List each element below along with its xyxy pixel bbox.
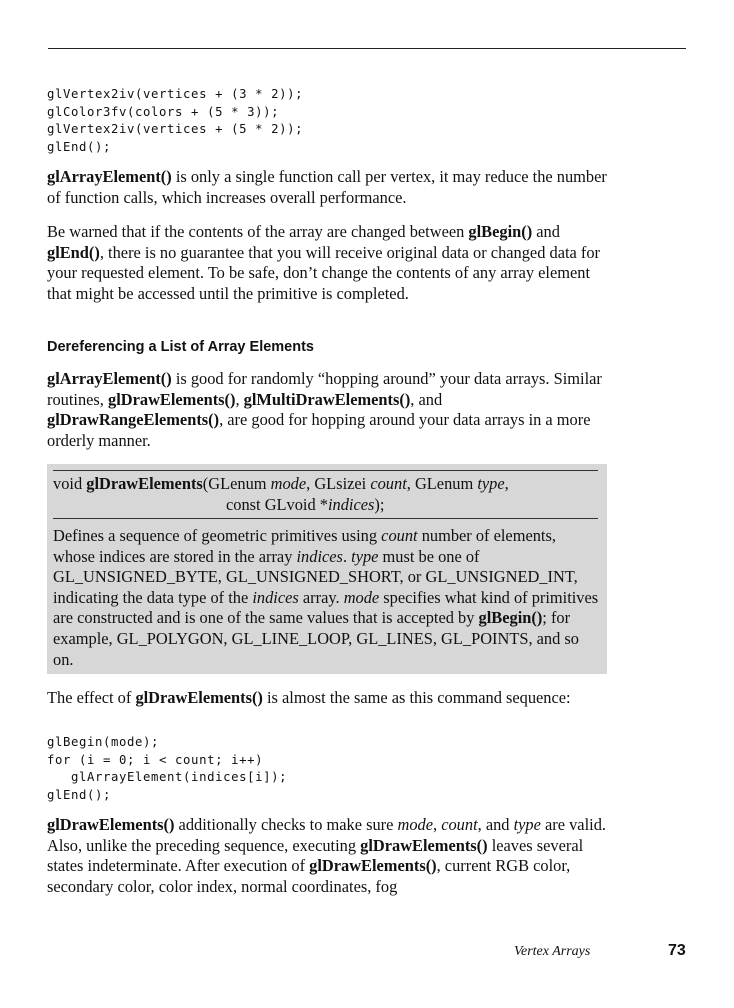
paragraph-array-element xyxy=(47,167,607,208)
prototype-text: void xyxy=(53,474,87,493)
function-description xyxy=(53,526,601,670)
parameter-name: count xyxy=(441,815,478,834)
description-text: specifies what kind of primitives are constructed and is one of the same values that is accepted by xyxy=(53,587,599,628)
paragraph-warning xyxy=(47,222,607,304)
paragraph-effect xyxy=(47,688,607,709)
parameter-name: indices xyxy=(296,546,343,566)
function-name: glDrawElements() xyxy=(360,835,488,855)
paragraph-text: Be warned that if the contents of the array are changed between xyxy=(47,222,469,241)
parameter-name: mode xyxy=(397,815,433,834)
function-name: glDrawElements() xyxy=(47,815,175,834)
box-top-rule xyxy=(53,470,598,471)
paragraph-dereferencing xyxy=(47,369,607,451)
description-text: ; for example, GL_POLYGON, GL_LINE_LOOP, GL_LINES, GL_POINTS, and so on. xyxy=(53,608,579,669)
function-prototype-line-2 xyxy=(226,495,384,516)
code-listing-1 xyxy=(47,86,607,156)
description-text: Defines a sequence of geometric primitives using xyxy=(53,526,382,545)
prototype-text: const GLvoid * xyxy=(226,495,328,514)
page-number: 73 xyxy=(668,942,686,959)
box-divider-rule xyxy=(53,518,598,519)
prototype-text: (GLenum xyxy=(202,474,271,493)
paragraph-text: , there is no guarantee that you will receive original data or changed data for your requested element. To be safe, don’t change the contents of any array element that might be accessed until the primitive is completed. xyxy=(47,242,601,303)
paragraph-text: , are good for hopping around your data arrays in a more orderly manner. xyxy=(47,410,591,450)
parameter-name: mode xyxy=(270,474,307,493)
description-text: array. xyxy=(298,587,344,607)
function-prototype-line-1 xyxy=(53,474,509,495)
paragraph-text: , xyxy=(433,815,442,834)
paragraph-text: , xyxy=(235,389,244,409)
prototype-text: ); xyxy=(374,495,385,514)
paragraph-text: and xyxy=(532,222,560,241)
paragraph-validation xyxy=(47,815,607,897)
code-line: glEnd(); xyxy=(47,139,112,154)
code-line: glArrayElement(indices[i]); xyxy=(47,770,288,785)
parameter-name: mode xyxy=(343,587,380,607)
paragraph-text: is almost the same as this command sequence: xyxy=(262,688,571,707)
function-name: glMultiDrawElements() xyxy=(243,389,411,409)
paragraph-text: additionally checks to make sure xyxy=(174,815,398,834)
function-name: glBegin() xyxy=(468,222,533,241)
function-name: glDrawElements() xyxy=(309,856,437,876)
parameter-name: count xyxy=(370,474,407,493)
description-text: number of elements, whose indices are stored in the array xyxy=(53,526,556,566)
parameter-name: count xyxy=(381,526,418,545)
function-reference-box xyxy=(47,464,607,674)
paragraph-text: are valid. Also, unlike the preceding sequence, executing xyxy=(47,815,606,855)
code-line: glEnd(); xyxy=(47,787,112,802)
function-name: glBegin() xyxy=(478,608,543,628)
paragraph-text: , and xyxy=(477,815,514,834)
parameter-name: type xyxy=(513,815,541,834)
paragraph-text: The effect of xyxy=(47,688,136,707)
function-name: glArrayElement() xyxy=(47,167,172,186)
code-line: for (i = 0; i < count; i++) xyxy=(47,752,264,767)
section-heading: Dereferencing a List of Array Elements xyxy=(47,339,314,355)
code-line: glVertex2iv(vertices + (5 * 2)); xyxy=(47,122,304,137)
parameter-name: indices xyxy=(327,495,375,514)
parameter-name: indices xyxy=(252,587,299,607)
paragraph-text: is good for randomly “hopping around” your data arrays. Similar routines, xyxy=(47,369,602,409)
description-text: . xyxy=(342,546,352,566)
description-text: must be one of GL_UNSIGNED_BYTE, GL_UNSIGNED_SHORT, or GL_UNSIGNED_INT, indicating the data type of the xyxy=(53,546,578,607)
function-name: glDrawElements() xyxy=(135,688,263,707)
code-line: glColor3fv(colors + (5 * 3)); xyxy=(47,104,280,119)
prototype-text: , GLsizei xyxy=(306,474,371,493)
paragraph-text: , current RGB color, secondary color, color index, normal coordinates, fog xyxy=(47,856,571,896)
paragraph-text: , and xyxy=(410,389,443,409)
function-name: glEnd() xyxy=(47,242,100,262)
prototype-text: , xyxy=(504,474,509,493)
paragraph-text: leaves several states indeterminate. After execution of xyxy=(47,835,584,876)
function-name: glArrayElement() xyxy=(47,369,172,388)
parameter-name: type xyxy=(351,546,379,566)
function-name: glDrawElements() xyxy=(108,389,236,409)
function-name: glDrawElements xyxy=(86,474,203,493)
prototype-text: , GLenum xyxy=(406,474,478,493)
header-rule xyxy=(48,48,686,49)
paragraph-text: is only a single function call per vertex, it may reduce the number of function calls, which increases overall performance. xyxy=(47,167,607,207)
footer-section-title: Vertex Arrays xyxy=(514,944,591,959)
function-name: glDrawRangeElements() xyxy=(47,410,220,430)
code-listing-2 xyxy=(47,734,607,804)
code-line: glBegin(mode); xyxy=(47,735,160,749)
code-line: glVertex2iv(vertices + (3 * 2)); xyxy=(47,87,304,101)
parameter-name: type xyxy=(477,474,505,493)
